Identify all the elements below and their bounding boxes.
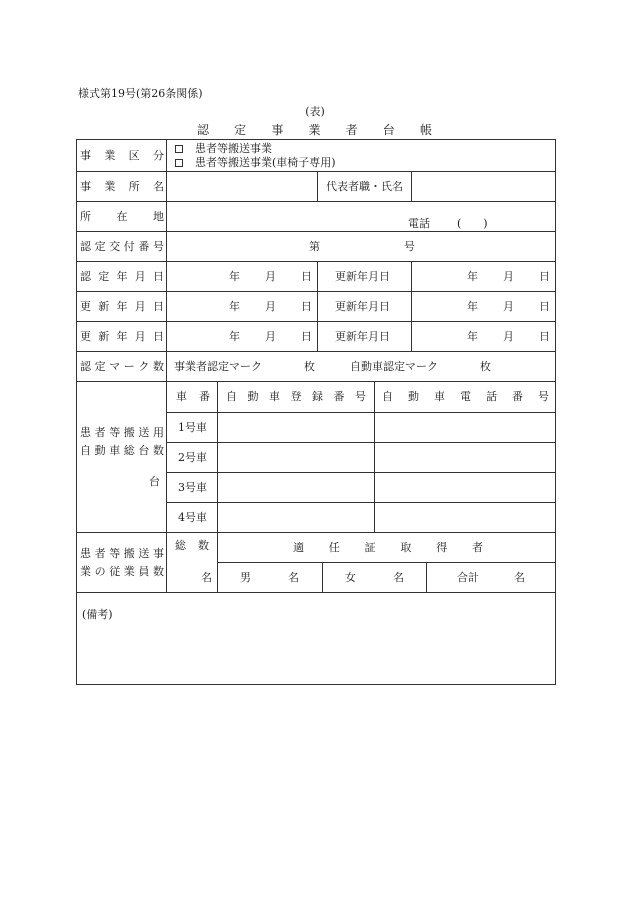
- business-category-options: [175, 140, 475, 171]
- label-mark-count: 認 定 マ ー ク 数: [80, 359, 164, 373]
- vehicles-unit: 台: [149, 474, 160, 488]
- business-name-field[interactable]: [167, 171, 317, 201]
- female-unit: 名: [393, 570, 404, 584]
- day-unit: 日: [301, 269, 312, 283]
- label-total: 合計: [457, 570, 479, 584]
- label-business-name: 事 業 所 名: [80, 179, 164, 193]
- label-renewal-date: 更新年月日: [335, 299, 390, 313]
- label-staff-line1: 患 者 等 搬 送 事: [80, 546, 164, 560]
- month-unit: 月: [503, 299, 514, 313]
- year-unit: 年: [229, 269, 240, 283]
- front-side-label: (表): [305, 105, 325, 118]
- month-unit: 月: [503, 329, 514, 343]
- vehicle-mark-unit: 枚: [480, 359, 491, 373]
- label-operator-mark: 事業者認定マーク: [174, 359, 262, 373]
- label-renewal-date-2: 更 新 年 月 日: [80, 329, 164, 343]
- staff-total-unit: 名: [201, 570, 212, 584]
- year-unit: 年: [467, 299, 478, 313]
- month-unit: 月: [265, 329, 276, 343]
- certificate-number-prefix: 第: [309, 239, 320, 253]
- vehicle-row-4: 4号車: [178, 510, 207, 524]
- day-unit: 日: [539, 329, 550, 343]
- label-certificate-number: 認 定 交 付 番 号: [80, 239, 164, 253]
- day-unit: 日: [539, 299, 550, 313]
- year-unit: 年: [467, 329, 478, 343]
- label-female: 女: [345, 570, 356, 584]
- label-renewal-date-1: 更 新 年 月 日: [80, 299, 164, 313]
- col-registration-number: 自 動 車 登 録 番 号: [226, 390, 366, 403]
- col-phone-number: 自 動 車 電 話 番 号: [382, 390, 549, 403]
- certificate-number-suffix: 号: [404, 239, 415, 253]
- page-title: 認 定 事 業 者 台 帳: [197, 123, 432, 137]
- register-form-table: [76, 139, 556, 685]
- month-unit: 月: [265, 299, 276, 313]
- checkbox-wheelchair-only[interactable]: [175, 159, 183, 167]
- total-unit: 名: [514, 570, 525, 584]
- label-certification-date: 認 定 年 月 日: [80, 269, 164, 283]
- label-male: 男: [240, 570, 251, 584]
- label-staff-total: 総 数: [175, 538, 209, 552]
- label-renewal-date: 更新年月日: [335, 329, 390, 343]
- address-field[interactable]: [167, 201, 555, 231]
- col-vehicle-number: 車 番: [176, 390, 210, 403]
- label-staff-line2: 業 の 従 業 員 数: [80, 564, 164, 578]
- label-renewal-date: 更新年月日: [335, 269, 390, 283]
- year-unit: 年: [229, 329, 240, 343]
- vehicle-row-1: 1号車: [178, 420, 207, 434]
- label-address: 所 在 地: [80, 209, 164, 223]
- label-phone: 電話: [408, 216, 430, 230]
- month-unit: 月: [265, 269, 276, 283]
- operator-mark-unit: 枚: [304, 359, 315, 373]
- option-wheelchair-only: 患者等搬送事業(車椅子専用): [195, 156, 336, 169]
- label-vehicles-line2: 自 動 車 総 台 数: [80, 443, 164, 457]
- checkbox-patient-transport[interactable]: [175, 145, 183, 153]
- label-remarks: (備考): [82, 607, 113, 621]
- day-unit: 日: [301, 299, 312, 313]
- vehicle-row-2: 2号車: [178, 450, 207, 464]
- representative-field[interactable]: [412, 171, 555, 201]
- label-representative: 代表者職・氏名: [326, 179, 403, 193]
- form-number: 様式第19号(第26条関係): [78, 87, 203, 100]
- label-vehicles-line1: 患 者 等 搬 送 用: [80, 425, 164, 439]
- year-unit: 年: [229, 299, 240, 313]
- label-business-category: 事 業 区 分: [80, 149, 164, 162]
- phone-area-code-parens: ( ): [457, 216, 488, 230]
- label-qualified-staff: 適 任 証 取 得 者: [293, 540, 483, 554]
- month-unit: 月: [503, 269, 514, 283]
- vehicle-row-3: 3号車: [178, 480, 207, 494]
- remarks-field[interactable]: [77, 624, 555, 684]
- option-patient-transport: 患者等搬送事業: [195, 142, 272, 155]
- year-unit: 年: [467, 269, 478, 283]
- male-unit: 名: [288, 570, 299, 584]
- label-vehicle-mark: 自動車認定マーク: [350, 359, 438, 373]
- day-unit: 日: [301, 329, 312, 343]
- day-unit: 日: [539, 269, 550, 283]
